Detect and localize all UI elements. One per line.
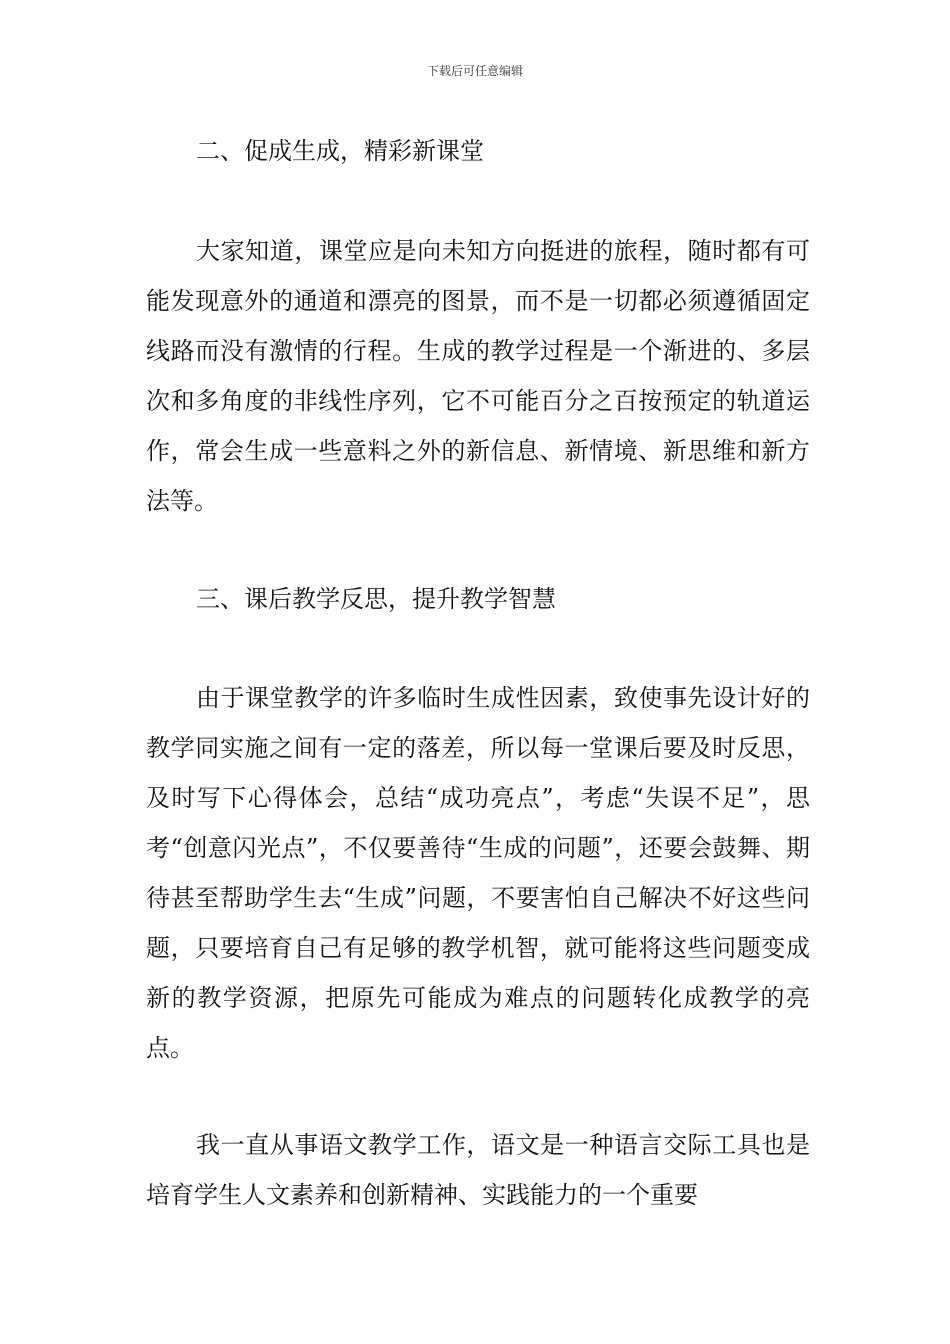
closing-paragraph: 我一直从事语文教学工作，语文是一种语言交际工具也是培育学生人文素养和创新精神、实践能力的一个重要 — [146, 1131, 810, 1209]
section-paragraph-3: 由于课堂教学的许多临时生成性因素，致使事先设计好的教学同实施之间有一定的落差，所以每一堂课后要及时反思，及时写下心得体会，总结“成功亮点”，考虑“失误不足”，思考“创意闪光点”，不仅要善待“生成的问题”，还要会鼓舞、期待甚至帮助学生去“生成”问题，不要害怕自己解决不好这些问题，只要培育自己有足够的教学机智，就可能将这些问题变成新的教学资源，把原先可能成为难点的问题转化成教学的亮点。 — [146, 684, 810, 1062]
page-header: 下载后可任意编辑 — [426, 64, 523, 78]
section-heading-3: 三、课后教学反思，提升教学智慧 — [196, 585, 556, 613]
section-heading-2: 二、促成生成，精彩新课堂 — [196, 137, 484, 165]
section-paragraph-2: 大家知道，课堂应是向未知方向挺进的旅程，随时都有可能发现意外的通道和漂亮的图景，而不是一切都必须遵循固定线路而没有激情的行程。生成的教学过程是一个渐进的、多层次和多角度的非线性序列，它不可能百分之百按预定的轨道运作，常会生成一些意料之外的新信息、新情境、新思维和新方法等。 — [146, 237, 810, 515]
